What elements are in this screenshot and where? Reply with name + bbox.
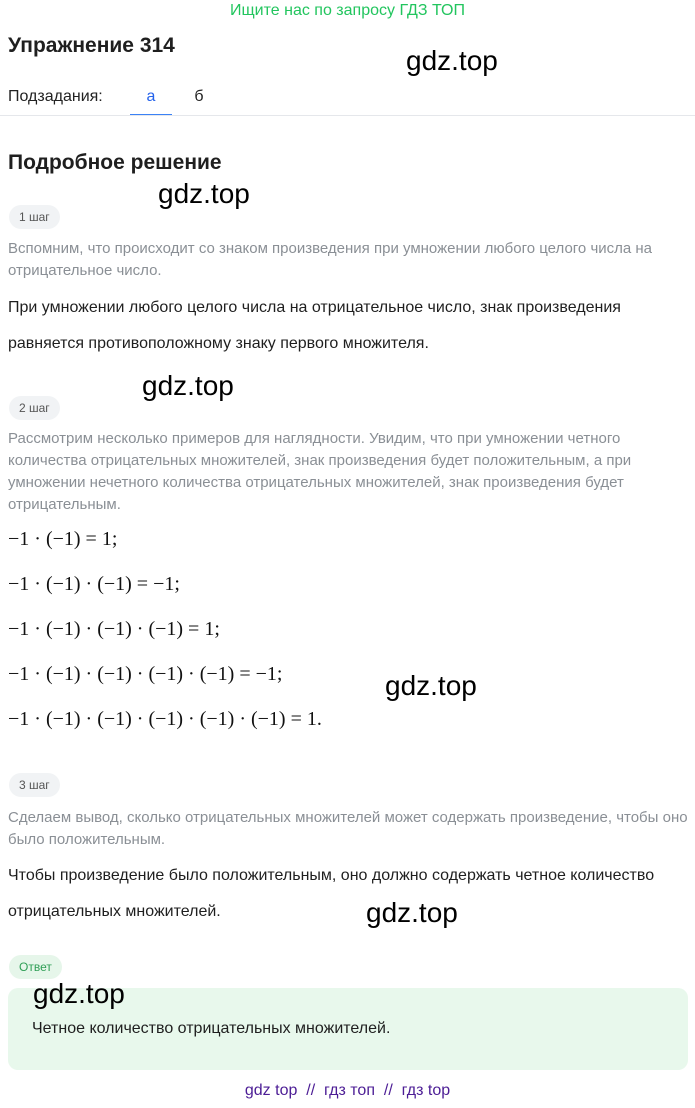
- step-3-description: Сделаем вывод, сколько отрицательных множителей может содержать произведение, чтобы оно было положительным.: [8, 809, 688, 848]
- subtask-tab-b[interactable]: б: [194, 88, 204, 105]
- formula-4: −1 · (−1) · (−1) · (−1) · (−1) = −1;: [8, 663, 283, 685]
- formula-1: −1 · (−1) = 1;: [8, 528, 118, 550]
- step-1-badge: 1 шаг: [9, 205, 60, 229]
- page-title: Упражнение 314: [8, 34, 175, 57]
- watermark-4: gdz.top: [385, 670, 477, 701]
- watermark-2: gdz.top: [158, 178, 250, 209]
- footer-links[interactable]: gdz top // гдз топ // гдз top: [244, 1082, 451, 1099]
- formula-5: −1 · (−1) · (−1) · (−1) · (−1) · (−1) = 1.: [8, 708, 322, 730]
- step-1-body: При умножении любого целого числа на отрицательное число, знак произведения равняется противоположному знаку первого множителя.: [8, 299, 621, 352]
- watermark-5: gdz.top: [366, 897, 458, 928]
- answer-text: Четное количество отрицательных множителей.: [32, 1020, 391, 1037]
- formula-3: −1 · (−1) · (−1) · (−1) = 1;: [8, 618, 220, 640]
- step-2-description: Рассмотрим несколько примеров для наглядности. Увидим, что при умножении четного количества отрицательных множителей, знак произведения будет положительным, а при умножении нечетного количества отрицательных множителей, знак произведения будет отрицательным.: [8, 430, 632, 513]
- subtasks-label: Подзадания:: [8, 88, 103, 105]
- step-3-badge: 3 шаг: [9, 773, 60, 797]
- answer-badge: Ответ: [9, 955, 62, 979]
- watermark-6: gdz.top: [33, 978, 125, 1009]
- step-1-description: Вспомним, что происходит со знаком произведения при умножении любого целого числа на отрицательное число.: [8, 240, 653, 279]
- section-title: Подробное решение: [8, 151, 222, 174]
- step-3-body: Чтобы произведение было положительным, оно должно содержать четное количество отрицательных множителей.: [8, 867, 655, 920]
- search-banner: Ищите нас по запросу ГДЗ ТОП: [230, 2, 465, 19]
- step-2-badge: 2 шаг: [9, 396, 60, 420]
- subtask-tab-a[interactable]: а: [130, 86, 172, 116]
- subtasks-bar: [8, 86, 688, 116]
- divider: [0, 115, 695, 116]
- formula-2: −1 · (−1) · (−1) = −1;: [8, 573, 180, 595]
- watermark-1: gdz.top: [406, 45, 498, 76]
- watermark-3: gdz.top: [142, 370, 234, 401]
